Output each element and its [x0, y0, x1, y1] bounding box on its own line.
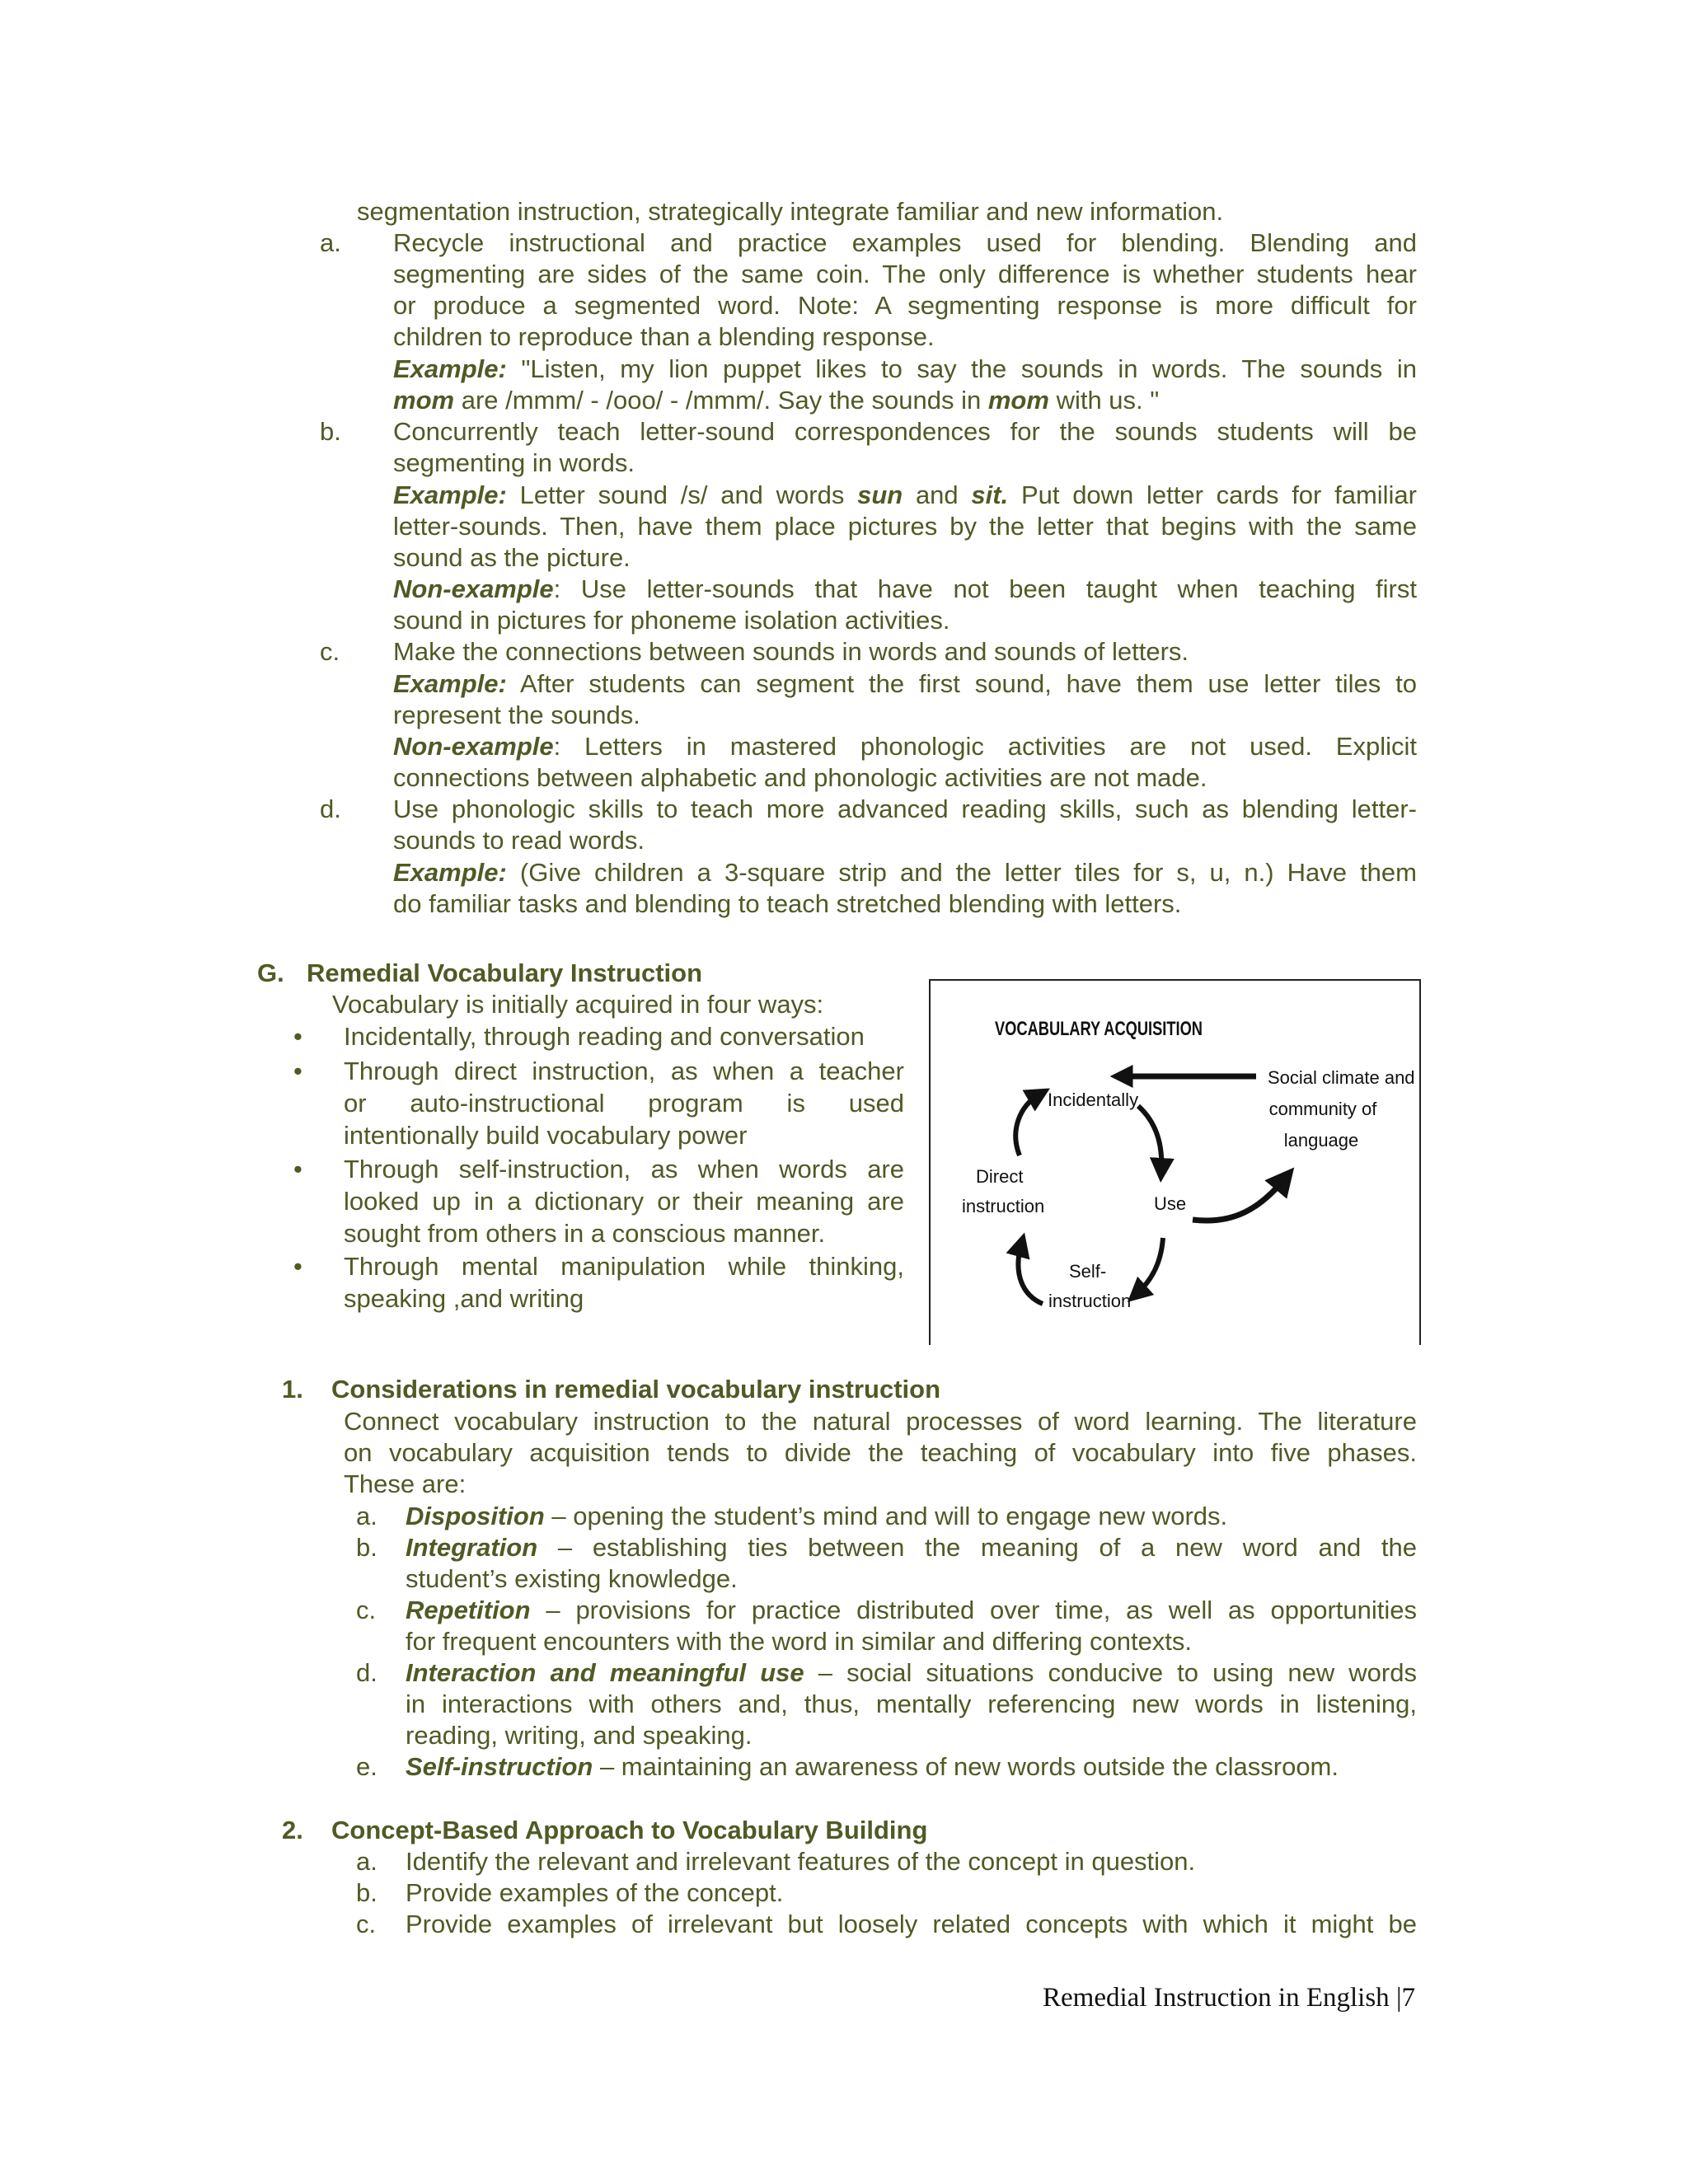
phase-term: Integration [406, 1533, 538, 1562]
phase-term: Repetition [406, 1596, 531, 1624]
item-b-line: segmenting in words. [393, 448, 635, 477]
bullet-line: speaking ,and writing [344, 1284, 584, 1313]
item-a-example-cont [393, 385, 1159, 416]
item-a-line: children to reproduce than a blending response. [393, 322, 935, 351]
concept-item-marker: b. [356, 1878, 377, 1907]
bullet-marker: • [293, 1022, 302, 1051]
arrow-direct-to-incidentally [1015, 1094, 1039, 1155]
phase-item [406, 1657, 1417, 1689]
social-label: Social climate and [1268, 1067, 1415, 1088]
item-a-example [393, 354, 1417, 385]
item-c-example [393, 668, 1417, 700]
incidentally-label: Incidentally [1048, 1090, 1139, 1110]
bullet-marker: • [293, 1155, 302, 1183]
item-b-example-line: sound as the picture. [393, 543, 631, 572]
item-c-example-cont: represent the sounds. [393, 701, 640, 729]
bullet-line: intentionally build vocabulary power [344, 1121, 748, 1150]
direct-label: instruction [962, 1196, 1045, 1216]
nonexample-text: : Letters in mastered phonologic activities are not used. Explicit [553, 732, 1417, 761]
page-number: 7 [1401, 1983, 1416, 2013]
bullet-line: Through direct instruction, as when a teacher [344, 1057, 904, 1085]
example-word: mom [393, 386, 455, 415]
intro-line: segmentation instruction, strategically integrate familiar and new information. [357, 197, 1224, 226]
phase-item [406, 1532, 1417, 1563]
footer-title: Remedial Instruction in English [1043, 1983, 1390, 2013]
item-a-line: segmenting are sides of the same coin. The only difference is whether students hear [393, 260, 1417, 288]
phase-marker: a. [356, 1502, 377, 1530]
direct-label: Direct [976, 1166, 1024, 1187]
bullet-marker: • [293, 1252, 302, 1281]
arrow-incidentally-to-use [1138, 1106, 1161, 1170]
vocabulary-acquisition-figure [929, 979, 1421, 1345]
section-g-intro: Vocabulary is initially acquired in four ways: [332, 990, 824, 1019]
example-label: Example: [393, 669, 507, 698]
example-text: and [915, 480, 959, 509]
example-label: Example: [393, 858, 507, 887]
arrow-use-to-self [1137, 1238, 1163, 1294]
section-g-title: Remedial Vocabulary Instruction [307, 958, 703, 987]
concept-item-marker: c. [356, 1910, 377, 1938]
concept-title: Concept-Based Approach to Vocabulary Building [331, 1816, 928, 1844]
self-label: Self- [1069, 1261, 1107, 1282]
item-d-marker: d. [320, 794, 341, 823]
bullet-line: sought from others in a conscious manner. [344, 1219, 826, 1248]
example-label: Example: [393, 480, 507, 509]
nonexample-text: : Use letter-sounds that have not been taught when teaching first [553, 574, 1417, 603]
section-g-marker: G. [257, 958, 284, 987]
considerations-para-line: on vocabulary acquisition tends to divide the teaching of vocabulary into five phases. [344, 1438, 1417, 1467]
nonexample-label: Non-example [393, 574, 554, 603]
example-text: Letter sound /s/ and words [519, 480, 845, 509]
phase-text: – establishing ties between the meaning of a new word and the [537, 1533, 1417, 1562]
bullet-line: Through mental manipulation while thinking, [344, 1252, 904, 1281]
phase-item [406, 1595, 1417, 1626]
nonexample-label: Non-example [393, 732, 554, 761]
phase-item [406, 1501, 1227, 1532]
phase-text: – maintaining an awareness of new words outside the classroom. [593, 1752, 1339, 1781]
item-b-example-line: letter-sounds. Then, have them place pictures by the letter that begins with the same [393, 512, 1417, 541]
phase-marker: d. [356, 1658, 377, 1687]
bullet-line: Incidentally, through reading and conversation [344, 1022, 865, 1051]
concept-item: Provide examples of the concept. [406, 1878, 784, 1907]
bullet-marker: • [293, 1057, 302, 1085]
arrow-use-to-social [1193, 1179, 1285, 1221]
considerations-para-line: Connect vocabulary instruction to the natural processes of word learning. The literature [344, 1407, 1417, 1436]
concept-item-marker: a. [356, 1847, 377, 1876]
bullet-line: Through self-instruction, as when words are [344, 1155, 904, 1183]
example-label: Example: [393, 354, 507, 383]
item-c-marker: c. [320, 637, 340, 666]
considerations-title: Considerations in remedial vocabulary instruction [331, 1375, 941, 1404]
example-word: sit. [971, 480, 1009, 509]
phase-term: Self-instruction [406, 1752, 593, 1781]
item-d-line: sounds to read words. [393, 826, 645, 855]
phase-text-cont: student’s existing knowledge. [406, 1564, 738, 1593]
figure-title: VOCABULARY ACQUISITION [995, 1018, 1203, 1040]
phase-marker: e. [356, 1752, 377, 1781]
phase-term: Interaction and meaningful use [406, 1658, 804, 1687]
concept-item: Identify the relevant and irrelevant features of the concept in question. [406, 1847, 1196, 1876]
phase-marker: b. [356, 1533, 377, 1562]
phase-text: – social situations conducive to using new words [804, 1658, 1417, 1687]
item-a-line: Recycle instructional and practice examples used for blending. Blending and [393, 228, 1417, 257]
page-footer [1043, 1982, 1415, 2013]
example-text: with us. " [1056, 386, 1160, 415]
phase-text: – provisions for practice distributed over time, as well as opportunities [530, 1596, 1417, 1624]
item-d-example [393, 857, 1417, 888]
bullet-line: or auto-instructional program is used [344, 1089, 904, 1118]
concept-item: Provide examples of irrelevant but loosely related concepts with which it might be [406, 1910, 1417, 1938]
item-c-nonexample [393, 731, 1417, 762]
considerations-marker: 1. [282, 1375, 303, 1404]
phase-term: Disposition [406, 1502, 545, 1530]
phase-text-cont: for frequent encounters with the word in similar and differing contexts. [406, 1627, 1193, 1656]
item-b-example [393, 480, 1417, 511]
item-a-marker: a. [320, 228, 341, 257]
use-label: Use [1154, 1193, 1187, 1214]
self-label: instruction [1048, 1291, 1132, 1311]
example-word: sun [857, 480, 903, 509]
item-b-nonexample [393, 574, 1417, 605]
item-c-nonexample-cont: connections between alphabetic and phonologic activities are not made. [393, 763, 1207, 792]
phase-item [406, 1751, 1339, 1783]
item-a-line: or produce a segmented word. Note: A segmenting response is more difficult for [393, 291, 1417, 320]
concept-marker: 2. [282, 1816, 303, 1844]
phase-text-cont: reading, writing, and speaking. [406, 1721, 753, 1750]
example-word: mom [987, 386, 1049, 415]
item-c-line: Make the connections between sounds in words and sounds of letters. [393, 637, 1189, 666]
vocabulary-acquisition-diagram [931, 981, 1419, 1345]
considerations-para-line: These are: [344, 1469, 467, 1498]
arrow-self-to-direct [1018, 1244, 1043, 1304]
social-label: language [1283, 1130, 1359, 1151]
example-text: After students can segment the first sound, have them use letter tiles to [520, 669, 1418, 698]
phase-marker: c. [356, 1596, 377, 1624]
example-text: (Give children a 3-square strip and the letter tiles for s, u, n.) Have them [519, 858, 1417, 887]
footer-separator: | [1395, 1983, 1402, 2013]
example-text: Put down letter cards for familiar [1020, 480, 1417, 509]
bullet-line: looked up in a dictionary or their meaning are [344, 1187, 904, 1216]
item-d-example-cont: do familiar tasks and blending to teach stretched blending with letters. [393, 889, 1182, 918]
phase-text-cont: in interactions with others and, thus, mentally referencing new words in listening, [406, 1690, 1417, 1718]
social-label: community of [1268, 1099, 1377, 1119]
example-text: "Listen, my lion puppet likes to say the sounds in words. The sounds in [521, 354, 1417, 383]
phase-text: – opening the student’s mind and will to engage new words. [544, 1502, 1228, 1530]
example-text: are /mmm/ - /ooo/ - /mmm/. Say the sounds in [461, 386, 982, 415]
item-b-marker: b. [320, 417, 341, 446]
item-b-line: Concurrently teach letter-sound correspondences for the sounds students will be [393, 417, 1417, 446]
item-d-line: Use phonologic skills to teach more advanced reading skills, such as blending letter- [393, 794, 1417, 823]
item-b-nonexample-cont: sound in pictures for phoneme isolation activities. [393, 606, 950, 635]
